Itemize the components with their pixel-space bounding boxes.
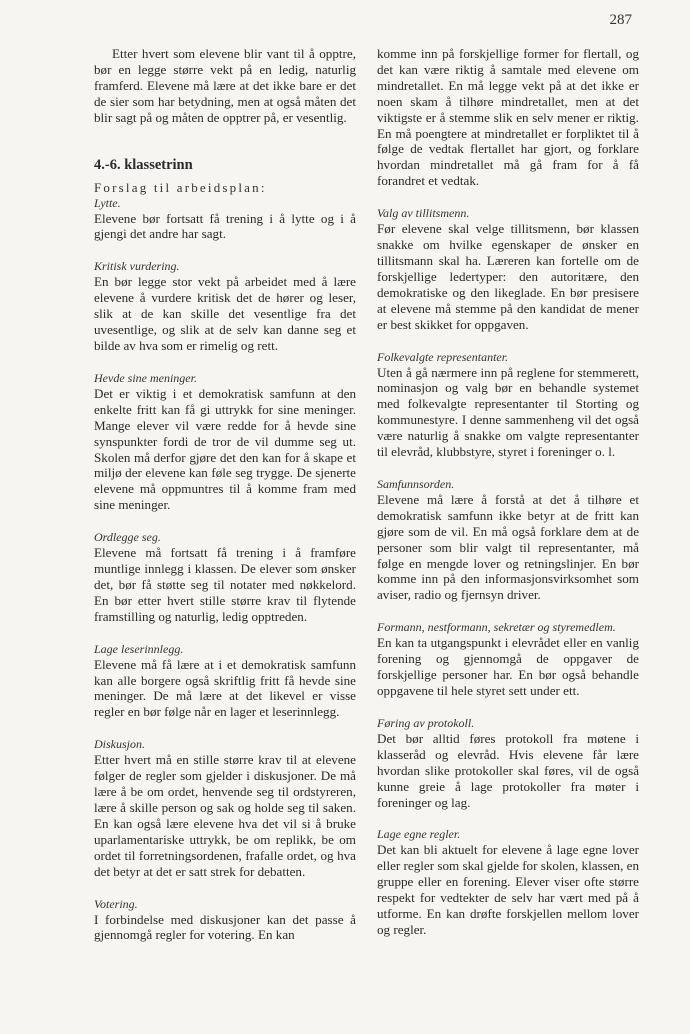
section-heading: Diskusjon. bbox=[94, 737, 145, 752]
right-column bbox=[377, 46, 639, 938]
section-votering bbox=[94, 897, 356, 944]
section-heading: Føring av protokoll. bbox=[377, 715, 475, 730]
chapter-heading: 4.-6. klassetrinn bbox=[94, 156, 193, 173]
section-text: En bør legge stor vekt på arbeidet med å lære elevene å vurdere kritisk det de hører og leser, slik at de kan skille det vesentlige fra det uvesentlige, og slik at de selv kan danne seg et bilde av hva som er rimelig og rett. bbox=[94, 274, 356, 353]
section-votering-continued bbox=[377, 46, 639, 189]
section-text: Det bør alltid føres protokoll fra møtene i klasseråd og elevråd. Hvis elevene får lære hvordan slike protokoller skal føres, vil de også kunne greie å lage protokoller fra møter i foreninger og lag. bbox=[377, 730, 639, 810]
intro-paragraph: Etter hvert som elevene blir vant til å opptre, bør en legge større vekt på en ledig, naturlig framferd. Elevene må lære at det ikke bare er det de sier som har betydning, men at også måten det blir sagt på og måten de opptrer på, er vesentlig. bbox=[94, 46, 356, 125]
section-lytte bbox=[94, 196, 356, 243]
section-heading: Kritisk vurdering. bbox=[94, 259, 180, 274]
section-text: Før elevene skal velge tillitsmenn, bør klassen snakke om hvilke egenskaper de ønsker en tillitsmann skal ha. Læreren kan fortelle om de forskjellige ledertyper: den autoritære, den demokratiske og den likegladе. En bør presisere at elevene må stemme på den kandidat de mener er best skikket for oppgaven. bbox=[377, 221, 639, 332]
section-heading: Valg av tillitsmenn. bbox=[377, 206, 470, 221]
section-text: Det er viktig i et demokratisk samfunn at den enkelte fritt kan få gi uttrykk for sine meninger. Mange elever vil være redde for å hevde sine synspunkter fordi de tror de vil dumme seg ut. Skolen må derfor gjøre det den kan for å skape et miljø der elevene kan føle seg trygge. De sjenerte elevene må oppmuntres til å komme fram med sine meninger. bbox=[94, 385, 356, 513]
left-column bbox=[94, 46, 356, 943]
section-kritisk-vurdering bbox=[94, 259, 356, 354]
section-heading: Formann, nestformann, sekretær og styremedlem. bbox=[377, 620, 616, 635]
section-samfunnsorden bbox=[377, 477, 639, 603]
section-folkevalgte-representanter bbox=[377, 350, 639, 460]
section-heading: Hevde sine meninger. bbox=[94, 370, 197, 385]
section-ordlegge-seg bbox=[94, 530, 356, 625]
section-text: En kan ta utgangspunkt i elevrådet eller en vanlig forening og gjennomgå de oppgaver de forskjellige personer har. En bør også behandle oppgavene til hele styret sett under ett. bbox=[377, 635, 639, 698]
section-text: Uten å gå nærmere inn på reglene for stemmerett, nominasjon og valg bør en behandle systemet med folkevalgte representanter til Storting og kommunestyre. I denne sammenheng vil det også være naturlig å snakke om valgte representanter til elevråd, klubbstyre, styret i foreninger o. l. bbox=[377, 364, 639, 460]
page-number: 287 bbox=[609, 12, 632, 28]
section-text: Elevene bør fortsatt få trening i å lytte og i å gjengi det andre har sagt. bbox=[94, 210, 356, 242]
section-text: komme inn på forskjellige former for flertall, og det kan være riktig å samtale med elevene om mindretallet. En må legge vekt på at det ikke er noen skam å tilhøre mindretallet, men at det viktigste er å stemme slik en selv mener er riktig. En må poengtere at mindretallet er forpliktet til å følge de vedtak flertallet har gjort, og forklare hvordan mindretallet må gå fram for å få forandret et vedtak. bbox=[377, 46, 639, 189]
section-heading: Lage leserinnlegg. bbox=[94, 641, 184, 656]
section-heading: Folkevalgte representanter. bbox=[377, 349, 509, 364]
section-text: Det kan bli aktuelt for elevene å lage egne lover eller regler som skal gjelde for skolen, klassen, en gruppe eller en forening. Elever viser ofte større respekt for vedtekter de selv har vært med på å utforme. En kan drøfte forskjellen mellom lover og regler. bbox=[377, 842, 639, 937]
section-text: Etter hvert må en stille større krav til at elevene følger de regler som gjelder i diskusjoner. De må lære å be om ordet, henvende seg til ordstyreren, lære å skille person og sak og holde seg til saken. En kan også lære elevene hva det vil si å bruke uparlamentariske uttrykk, be om replikk, be om ordet til forretningsordenen, frafalle ordet, og hva det betyr at det er satt strek for debatten. bbox=[94, 752, 356, 879]
section-text: Elevene må få lære at i et demokratisk samfunn kan alle borgere også skriftlig fritt få hevde sine meninger. De må lære at det likevel er visse regler en bør følge når en lager et leserinnlegg. bbox=[94, 656, 356, 720]
section-text: I forbindelse med diskusjoner kan det passe å gjennomgå regler for votering. En kan bbox=[94, 911, 356, 943]
section-diskusjon bbox=[94, 737, 356, 879]
section-lage-egne-regler bbox=[377, 827, 639, 937]
section-foring-av-protokoll bbox=[377, 716, 639, 811]
section-hevde-sine-meninger bbox=[94, 371, 356, 513]
section-lage-leserinnlegg bbox=[94, 642, 356, 721]
section-heading: Samfunnsorden. bbox=[377, 476, 455, 491]
section-text: Elevene må fortsatt få trening i å framføre muntlige innlegg i klassen. De elever som ønsker det, bør få støtte seg til notater med nøkkelord. En bør etter hvert stille større krav til flytende framstilling og naturlig, ledig opptreden. bbox=[94, 545, 356, 624]
section-formann-nestformann bbox=[377, 620, 639, 699]
section-heading: Lytte. bbox=[94, 195, 121, 210]
plan-label: Forslag til arbeidsplan: bbox=[94, 179, 267, 195]
section-heading: Votering. bbox=[94, 896, 138, 911]
section-text: Elevene må lære å forstå at det å tilhøre et demokratisk samfunn ikke betyr at de fritt kan gjøre som de vil. En må også forklare dem at de personer som blir valgt til representanter, må følge en mengde lover og retningslinjer. En bør komme inn på den informasjonsvirksomhet som aviser, radio og fjernsyn driver. bbox=[377, 491, 639, 603]
section-valg-av-tillitsmenn bbox=[377, 206, 639, 332]
section-heading: Ordlegge seg. bbox=[94, 530, 161, 545]
section-heading: Lage egne regler. bbox=[377, 827, 461, 842]
